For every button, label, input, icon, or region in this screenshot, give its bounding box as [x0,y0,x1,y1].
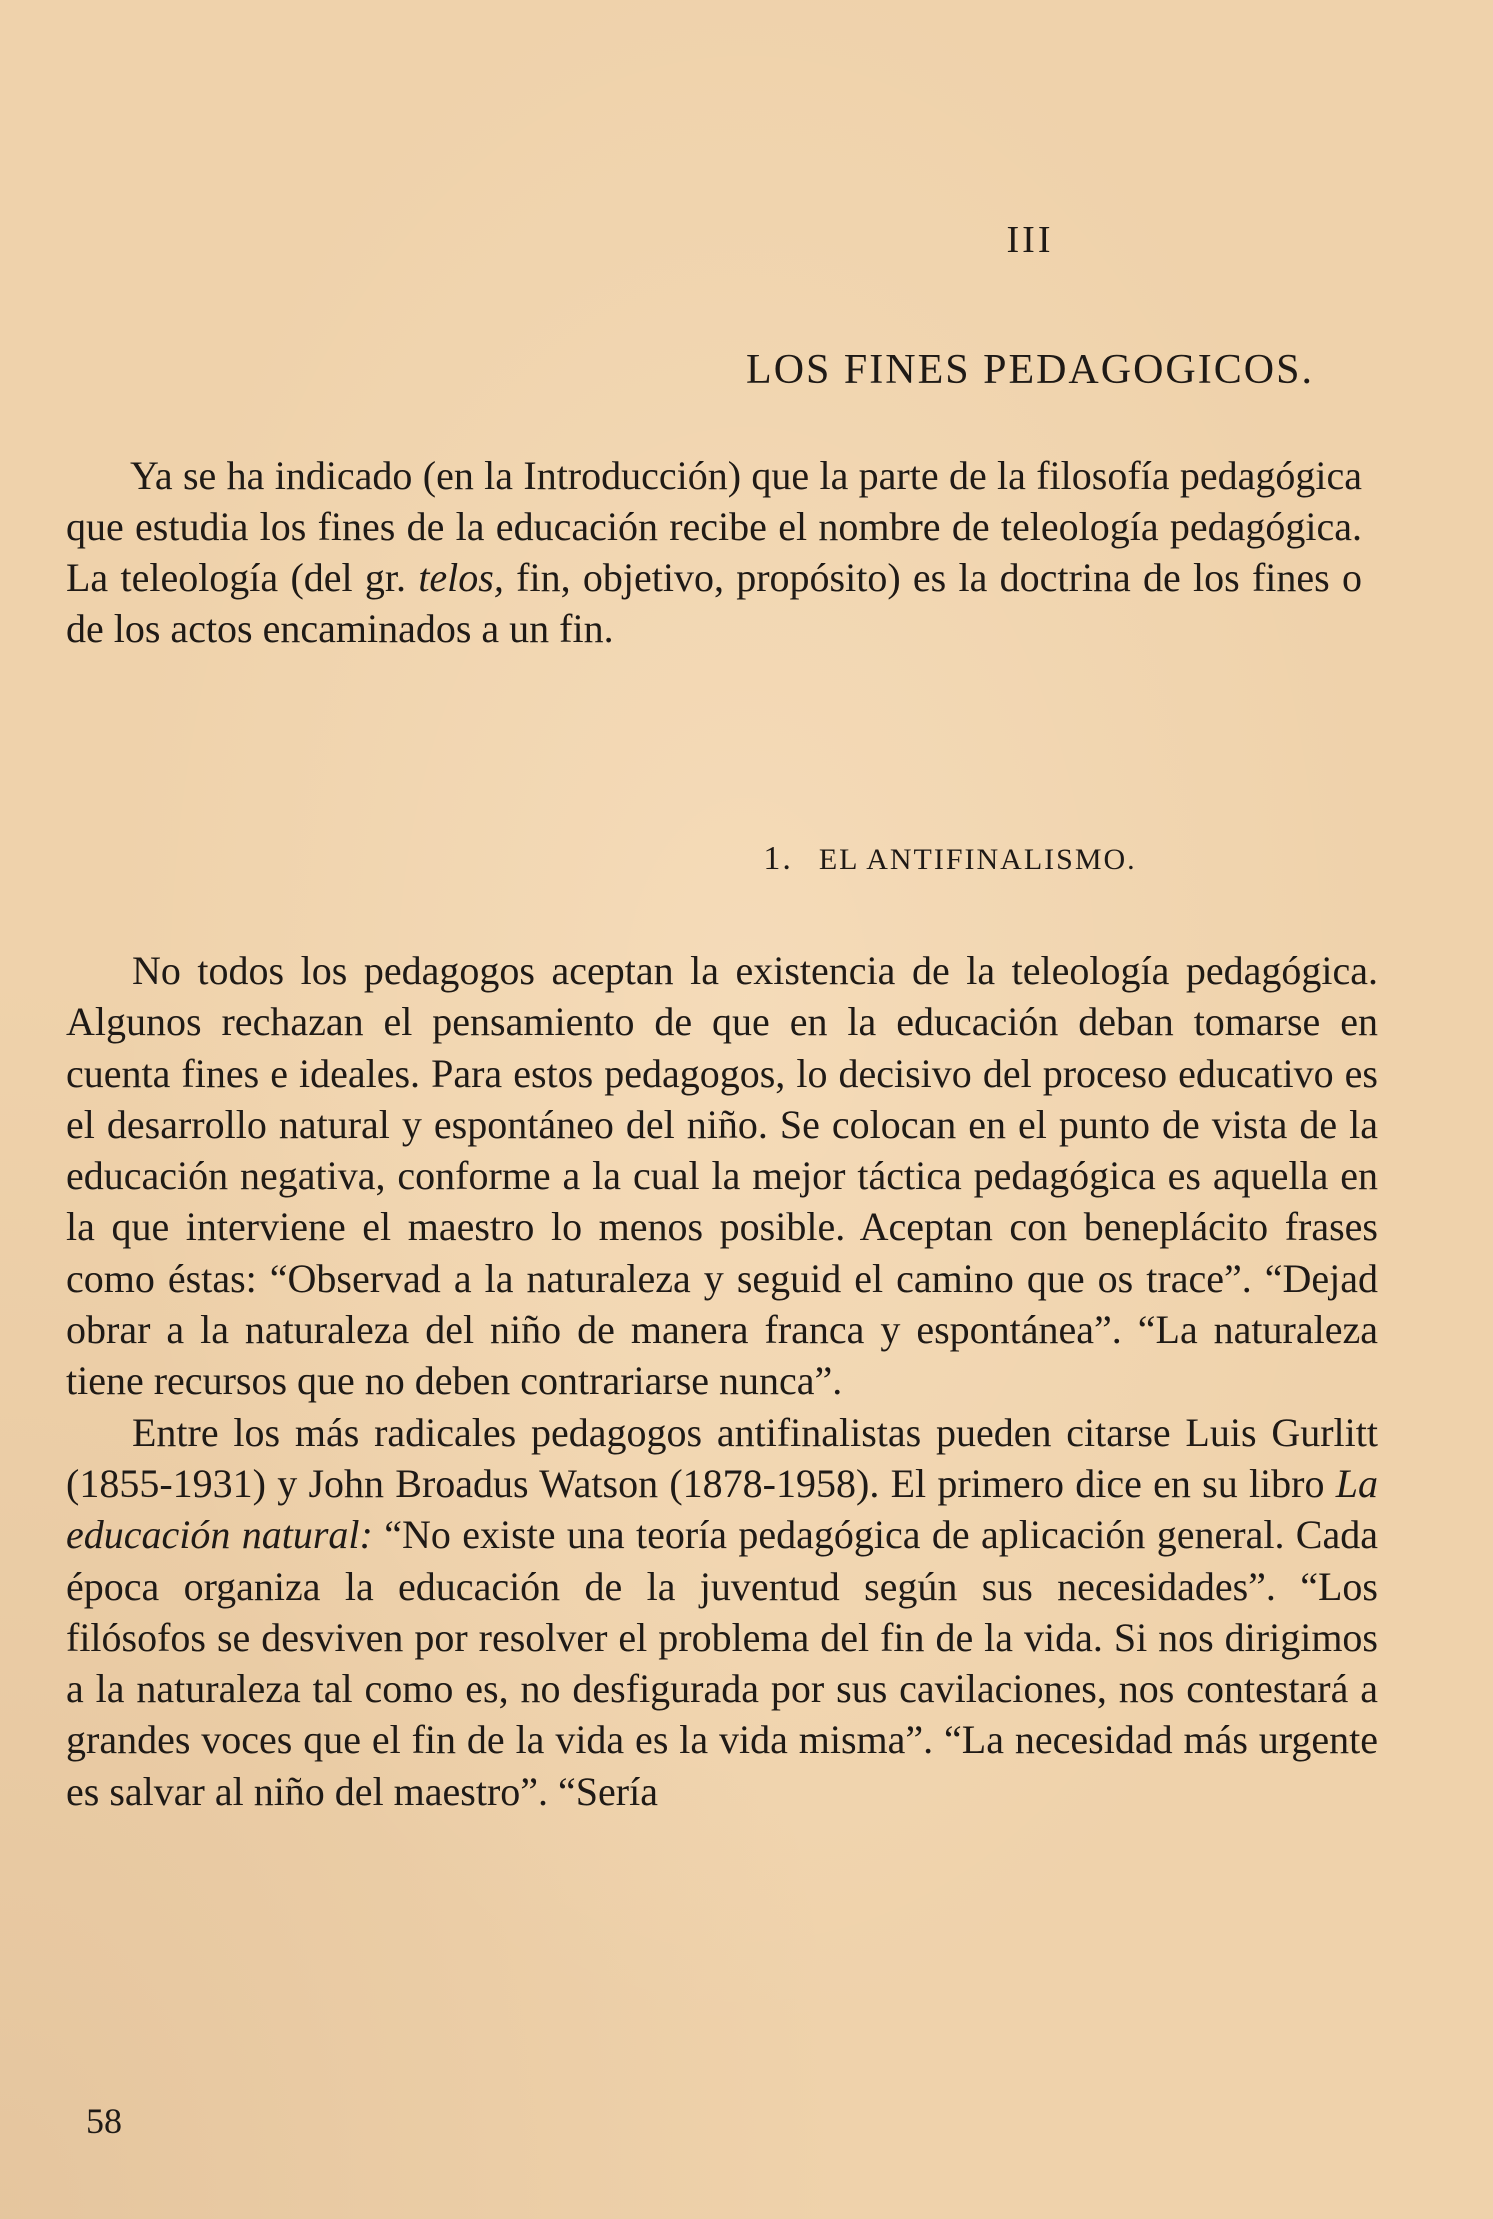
section-number: 1. [763,840,793,877]
intro-paragraph [66,450,1362,654]
chapter-number: III [1006,219,1054,261]
page-number: 58 [86,2101,122,2141]
body-paragraph-1: No todos los pedagogos aceptan la existencia de la teleología pedagógica. Algunos rechazan el pensamiento de que en la educación deban tomarse en cuenta fines e ideales. Para estos pedagogos, lo decisivo del proceso educativo es el desarrollo natural y espontáneo del niño. Se colocan en el punto de vista de la educación negativa, conforme a la cual la mejor táctica pedagógica es aquella en la que interviene el maestro lo menos posible. Aceptan con beneplácito frases como éstas: “Observad a la naturaleza y seguid el camino que os trace”. “Dejad obrar a la naturaleza del niño de manera franca y espontánea”. “La naturaleza tiene recursos que no deben contrariarse nunca”. [66,948,1378,1404]
section-body [66,945,1378,1817]
intro-term-telos: telos, [418,555,504,600]
intro-text-1: Ya se ha indicado (en la Introducción) que la parte de la filosofía pedagógica que estudia los fines de la educación recibe el nombre de teleología pedagógica. La teleología (del gr. [66,453,1362,600]
body-paragraph-2 [66,1407,1378,1817]
section-heading [600,840,1300,878]
paragraph-2-text-1: Entre los más radicales pedagogos antifinalistas pueden citarse Luis Gurlitt (1855-1931) y John Broadus Watson (1878-1958). El primero dice en su libro [66,1409,1378,1506]
paragraph-2-text-2: “No existe una teoría pedagógica de aplicación general. Cada época organiza la educación de la juventud según sus necesidades”. “Los filósofos se desviven por resolver el problema del fin de la vida. Si nos dirigimos a la naturaleza tal como es, no desfigurada por sus cavilaciones, nos contestará a grandes voces que el fin de la vida es la vida misma”. “La necesidad más urgente es salvar al niño del maestro”. “Sería [66,1512,1378,1814]
book-title: La educación natural: [66,1460,1378,1558]
section-title: EL ANTIFINALISMO. [818,843,1137,876]
intro-text-2: fin, objetivo, propósito) es la doctrina de los fines o de los actos encaminados a un fin. [66,555,1363,651]
chapter-title: LOS FINES PEDAGOGICOS. [746,347,1314,393]
